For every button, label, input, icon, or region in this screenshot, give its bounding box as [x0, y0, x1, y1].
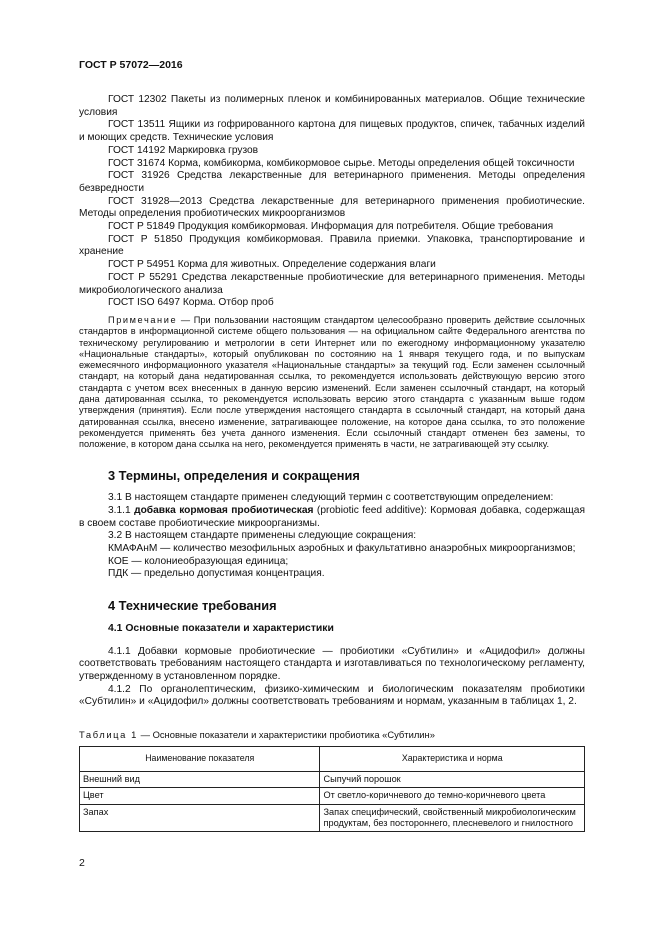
reference-item: ГОСТ Р 51850 Продукция комбикормовая. Правила приемки. Упаковка, транспортирование и хранение: [79, 233, 585, 258]
reference-item: ГОСТ 12302 Пакеты из полимерных пленок и комбинированных материалов. Общие технические условия: [79, 94, 585, 118]
table-row: [80, 788, 585, 804]
note-text: — При пользовании настоящим стандартом целесообразно проверить действие ссылочных стандартов в информационной системе общего пользования — на официальном сайте Федерального агентства по техническому регулированию и метрологии в сети Интернет или по ежегодному информационному указателю «Национальные стандарты», который опубликован по состоянию на 1 января текущего года, и по выпускам ежемесячного информационного указателя «Национальные стандарты» за текущий год. Если заменен ссылочный стандарт, на который дана недатированная ссылка, то рекомендуется использовать действующую версию этого стандарта с учетом всех внесенных в данную версию изменений. Если заменен ссылочный стандарт, на который дана датированная ссылка, то рекомендуется использовать версию этого стандарта с указанным выше годом утверждения (принятия). Если после утверждения настоящего стандарта в ссылочный стандарт, на который дана датированная ссылка, внесено изменение, затрагивающее положение, на которое дана ссылка, то это положение рекомендуется применять без учета данного изменения. Если ссылочный стандарт отменен без замены, то положение, в котором дана ссылка на него, рекомендуется применять в части, не затрагивающей эту ссылку.: [79, 314, 585, 450]
reference-item: ГОСТ 31674 Корма, комбикорма, комбикормовое сырье. Методы определения общей токсичности: [108, 157, 575, 169]
section-3-heading: 3 Термины, определения и сокращения: [108, 467, 360, 483]
table-1: [79, 746, 585, 832]
abbreviation-item: КОЕ — колониеобразующая единица;: [108, 555, 289, 567]
reference-item: ГОСТ Р 51849 Продукция комбикормовая. Информация для потребителя. Общие требования: [108, 221, 554, 233]
reference-item: ГОСТ Р 55291 Средства лекарственные пробиотические для ветеринарного применения. Методы микробиологического анализа: [79, 271, 585, 296]
column-header: Характеристика и норма: [320, 747, 585, 772]
section-4-heading: 4 Технические требования: [108, 598, 277, 614]
abbreviation-item: ПДК — предельно допустимая концентрация.: [108, 568, 325, 580]
clause-number: 3.1.1: [108, 504, 131, 516]
abbreviation-item: КМАФАнМ — количество мезофильных аэробных и факультативно анаэробных микроорганизмов;: [108, 543, 576, 555]
term-definition: (probiotic feed additive): Кормовая добавка, содержащая в своем составе пробиотические микроорганизмы.: [79, 504, 585, 529]
page-number: 2: [79, 857, 85, 869]
reference-item: ГОСТ 14192 Маркировка грузов: [108, 144, 259, 156]
term-name: добавка кормовая пробиотическая: [134, 504, 314, 516]
clause-3-1: 3.1 В настоящем стандарте применен следующий термин с соответствующим определением:: [108, 492, 554, 504]
table-1-caption: [79, 729, 435, 740]
reference-item: ГОСТ ISO 6497 Корма. Отбор проб: [108, 297, 274, 309]
page-content: [79, 94, 585, 709]
table-row: [80, 772, 585, 788]
clause-4-1-2: 4.1.2 По органолептическим, физико-химическим и биологическим показателям пробиотики «Субтилин» и «Ацидофил» должны соответствовать требованиям и нормам, указанным в таблицах 1, 2.: [79, 683, 585, 708]
table-row: [80, 804, 585, 832]
table-cell: Сыпучий порошок: [320, 772, 585, 788]
table-cell: От светло-коричневого до темно-коричневого цвета: [320, 788, 585, 804]
table-cell: Запах: [80, 804, 320, 832]
subsection-4-1-heading: 4.1 Основные показатели и характеристики: [108, 622, 334, 634]
table-cell: Цвет: [80, 788, 320, 804]
reference-item: ГОСТ 31928—2013 Средства лекарственные для ветеринарного применения пробиотические. Методы определения пробиотических микроорганизмов: [79, 195, 585, 220]
note-label: Примечание: [108, 314, 178, 325]
standard-code-header: ГОСТ Р 57072—2016: [79, 59, 183, 71]
table-cell: Внешний вид: [80, 772, 320, 788]
clause-3-2: 3.2 В настоящем стандарте применены следующие сокращения:: [108, 530, 417, 542]
table-label: Таблица 1: [79, 729, 138, 740]
table-header-row: [80, 747, 585, 772]
reference-item: ГОСТ 31926 Средства лекарственные для ветеринарного применения. Методы определения безвредности: [79, 170, 585, 194]
reference-item: ГОСТ Р 54951 Корма для животных. Определение содержания влаги: [108, 259, 436, 271]
reference-item: ГОСТ 13511 Ящики из гофрированного картона для пищевых продуктов, спичек, табачных изделий и моющих средств. Технические условия: [79, 119, 585, 144]
column-header: Наименование показателя: [80, 747, 320, 772]
table-title-text: — Основные показатели и характеристики пробиотика «Субтилин»: [140, 729, 435, 740]
note-paragraph: [79, 315, 585, 451]
table-cell: Запах специфический, свойственный микробиологическим продуктам, без постороннего, плесневелого и гнилостного: [320, 804, 585, 832]
clause-4-1-1: 4.1.1 Добавки кормовые пробиотические — пробиотики «Субтилин» и «Ацидофил» должны соответствовать требованиям настоящего стандарта и изготавливаться по технологическому регламенту, утвержденному в установленном порядке.: [79, 645, 585, 682]
clause-3-1-1: [79, 505, 585, 530]
